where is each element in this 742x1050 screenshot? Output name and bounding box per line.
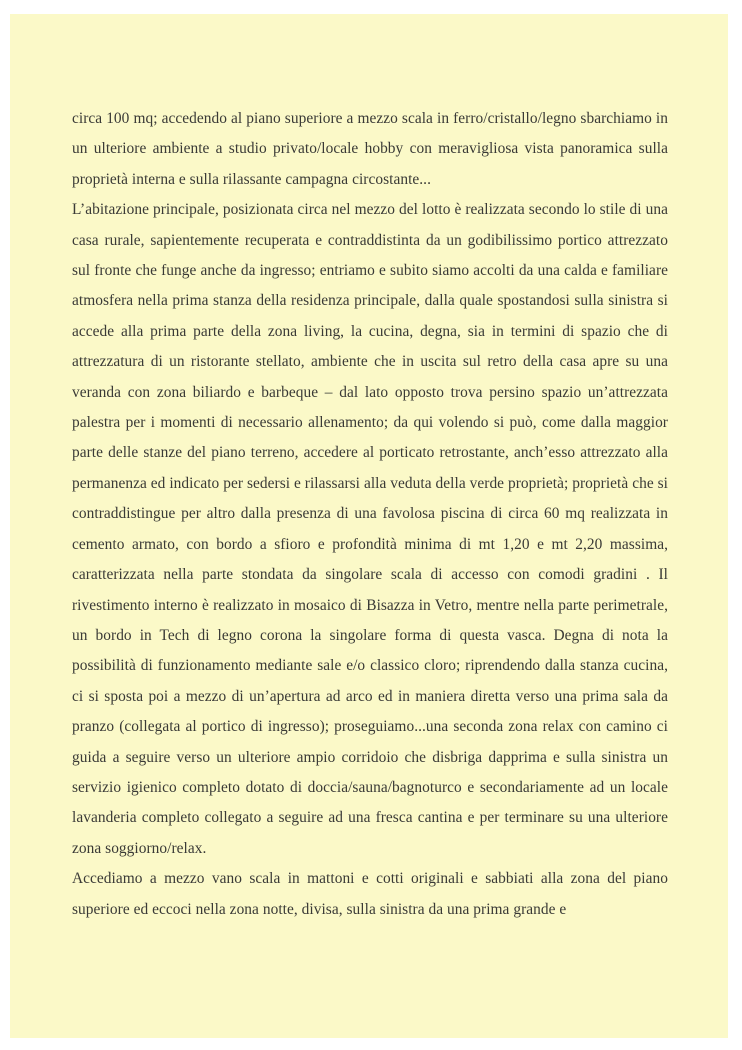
paragraph-main-residence: L’abitazione principale, posizionata circa nel mezzo del lotto è realizzata secondo lo stile di una casa rurale, sapientemente recuperata e contraddistinta da un godibilissimo portico attrezzato sul fronte che funge anche da ingresso; entriamo e subito siamo accolti da una calda e familiare atmosfera nella prima stanza della residenza principale, dalla quale spostandosi sulla sinistra si accede alla prima parte della zona living, la cucina, degna, sia in termini di spazio che di attrezzatura di un ristorante stellato, ambiente che in uscita sul retro della casa apre su una veranda con zona biliardo e barbeque – dal lato opposto trova persino spazio un’attrezzata palestra per i momenti di necessario allenamento; da qui volendo si può, come dalla maggior parte delle stanze del piano terreno, accedere al porticato retrostante, anch’esso attrezzato alla permanenza ed indicato per sedersi e rilassarsi alla veduta della verde proprietà; proprietà che si contraddistingue per altro dalla presenza di una favolosa piscina di circa 60 mq realizzata in cemento armato, con bordo a sfioro e profondità minima di mt 1,20 e mt 2,20 massima, caratterizzata nella parte stondata da singolare scala di accesso con comodi gradini . Il rivestimento interno è realizzato in mosaico di Bisazza in Vetro, mentre nella parte perimetrale, un bordo in Tech di legno corona la singolare forma di questa vasca. Degna di nota la possibilità di funzionamento mediante sale e/o classico cloro; riprendendo dalla stanza cucina, ci si sposta poi a mezzo di un’apertura ad arco ed in maniera diretta verso una prima sala da pranzo (collegata al portico di ingresso); proseguiamo...una seconda zona relax con camino ci guida a seguire verso un ulteriore ampio corridoio che disbriga dapprima e sulla sinistra un servizio igienico completo dotato di doccia/sauna/bagnoturco e secondariamente ad un locale lavanderia completo collegato a seguire ad una fresca cantina e per terminare su una ulteriore zona soggiorno/relax. <box>72 201 668 857</box>
document-page <box>10 14 728 1038</box>
paragraph-continuation: circa 100 mq; accedendo al piano superiore a mezzo scala in ferro/cristallo/legno sbarchiamo in un ulteriore ambiente a studio privato/locale hobby con meravigliosa vista panoramica sulla proprietà interna e sulla rilassante campagna circostante... <box>72 110 668 188</box>
paragraph-upper-floor: Accediamo a mezzo vano scala in mattoni e cotti originali e sabbiati alla zona del piano superiore ed eccoci nella zona notte, divisa, sulla sinistra da una prima grande e <box>72 870 668 918</box>
